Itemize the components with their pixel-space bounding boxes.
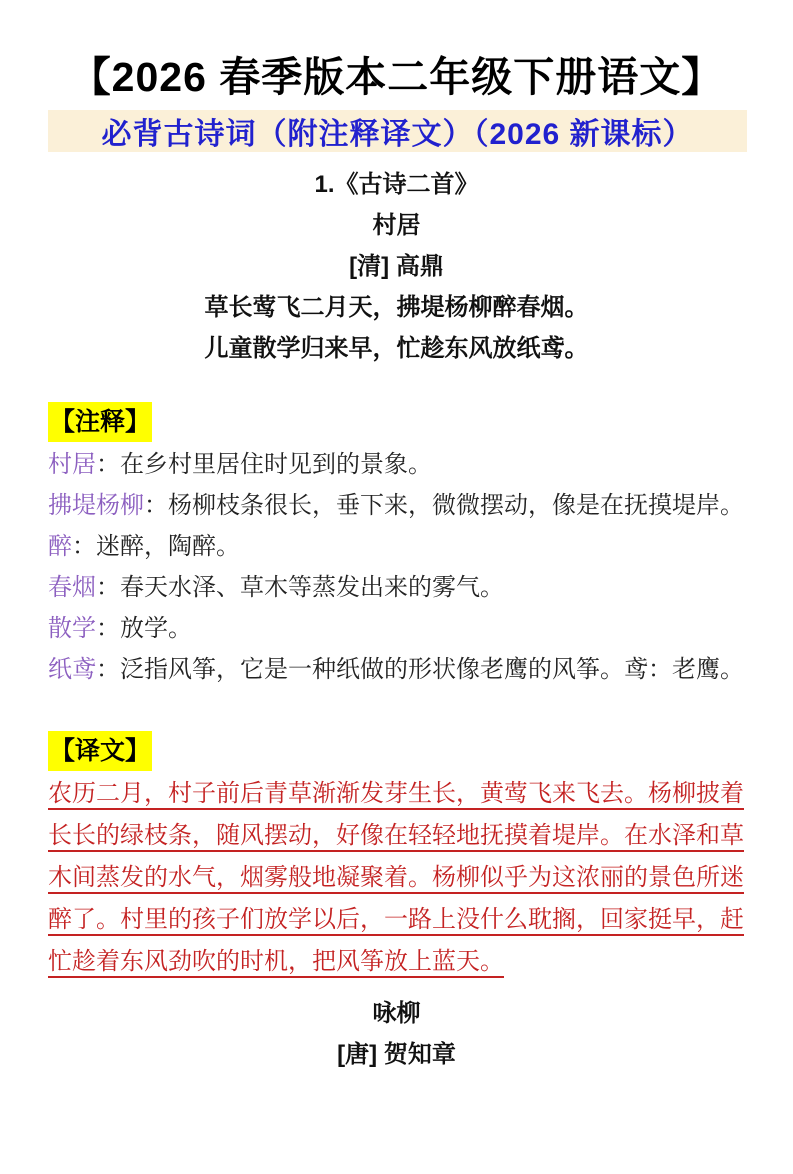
note-term: 拂堤杨柳: [48, 492, 144, 519]
translation-line: 醉了。村里的孩子们放学以后，一路上没什么耽搁，回家挺早，赶: [48, 906, 744, 933]
note-term: 散学: [48, 615, 96, 642]
note-term: 村居: [48, 451, 96, 478]
notes-list: [48, 444, 753, 690]
note-definition: 在乡村里居住时见到的景象。: [120, 451, 432, 478]
translation-line: 木间蒸发的水气，烟雾般地凝聚着。杨柳似乎为这浓丽的景色所迷: [48, 864, 744, 891]
note-item: [48, 608, 753, 649]
translation-line: 长长的绿枝条，随风摆动，好像在轻轻地抚摸着堤岸。在水泽和草: [48, 822, 744, 849]
note-separator: ：: [96, 451, 120, 478]
translation-section: [0, 731, 793, 771]
translation-line: 农历二月，村子前后青草渐渐发芽生长，黄莺飞来飞去。杨柳披着: [48, 780, 744, 807]
note-term: 春烟: [48, 574, 96, 601]
note-item: [48, 485, 753, 526]
note-definition: 迷醉，陶醉。: [96, 533, 240, 560]
poem-1-title: 村居: [372, 212, 421, 239]
note-term: 纸鸢: [48, 656, 96, 683]
subtitle-text: 必背古诗词（附注释译文）（2026 新课标）: [101, 118, 694, 151]
translation-text: [48, 773, 747, 983]
note-definition: 泛指风筝，它是一种纸做的形状像老鹰的风筝。鸢：老鹰。: [120, 656, 744, 683]
document-title: 【2026 春季版本二年级下册语文】: [69, 54, 724, 100]
note-item: [48, 649, 753, 690]
notes-section: [0, 402, 793, 442]
note-separator: ：: [96, 574, 120, 601]
poem-1-number-title: 1.《古诗二首》: [314, 171, 479, 198]
poem-2-title: 咏柳: [372, 1000, 421, 1027]
worksheet-page: [0, 52, 793, 1174]
poem-2-author: [唐] 贺知章: [337, 1041, 456, 1068]
notes-label: 【注释】: [48, 402, 152, 442]
poem-1-line-1: 草长莺飞二月天，拂堤杨柳醉春烟。: [204, 294, 589, 321]
note-separator: ：: [144, 492, 168, 519]
note-term: 醉: [48, 533, 72, 560]
poem-2-block: [0, 993, 793, 1075]
poem-1-line-2: 儿童散学归来早，忙趁东风放纸鸢。: [204, 335, 589, 362]
note-item: [48, 567, 753, 608]
note-separator: ：: [96, 656, 120, 683]
note-definition: 春天水泽、草木等蒸发出来的雾气。: [120, 574, 504, 601]
note-item: [48, 444, 753, 485]
note-item: [48, 526, 753, 567]
note-separator: ：: [72, 533, 96, 560]
note-definition: 放学。: [120, 615, 192, 642]
note-definition: 杨柳枝条很长，垂下来，微微摆动，像是在抚摸堤岸。: [168, 492, 744, 519]
translation-label: 【译文】: [48, 731, 152, 771]
poem-1-author: [清] 高鼎: [349, 253, 444, 280]
subtitle-banner: [48, 110, 747, 152]
note-separator: ：: [96, 615, 120, 642]
poem-1-block: [0, 164, 793, 369]
translation-line: 忙趁着东风劲吹的时机，把风筝放上蓝天。: [48, 948, 504, 975]
